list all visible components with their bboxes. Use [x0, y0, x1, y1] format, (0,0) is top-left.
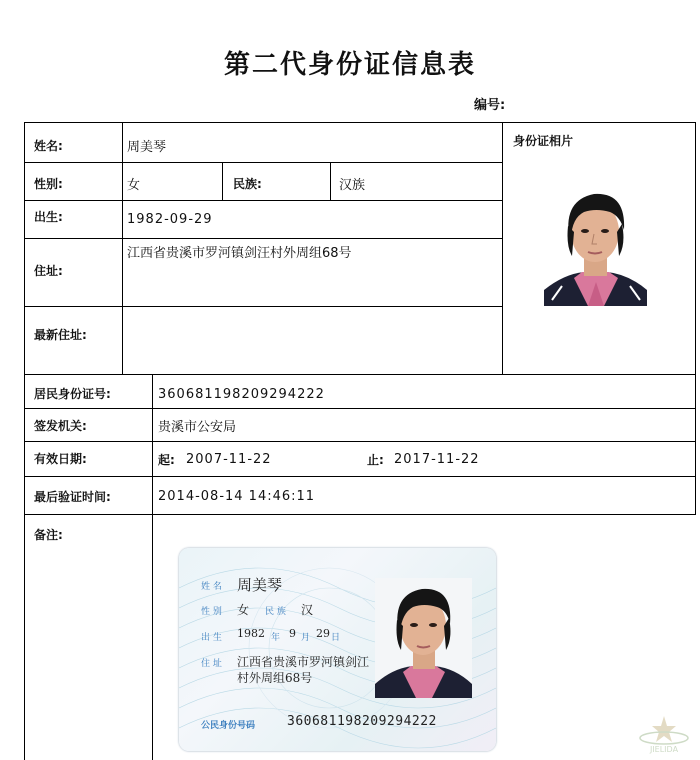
valid-from-value: 2007-11-22 — [186, 452, 272, 467]
card-day-unit: 日 — [331, 633, 341, 643]
name-value: 周美琴 — [127, 140, 167, 155]
address-value: 江西省贵溪市罗河镇剑汪村外周组68号 — [127, 246, 352, 261]
card-ethnicity-label: 民 族 — [265, 607, 286, 617]
card-birth-year: 1982 — [237, 627, 265, 640]
page-title: 第二代身份证信息表 — [223, 50, 476, 80]
id-number-label: 居民身份证号: — [34, 387, 111, 401]
card-year-unit: 年 — [271, 633, 281, 643]
birth-label: 出生: — [34, 210, 63, 224]
card-month-unit: 月 — [301, 633, 311, 643]
name-label: 姓名: — [34, 139, 63, 153]
ethnicity-label: 民族: — [233, 177, 262, 191]
card-id-label: 公民身份号码 — [201, 721, 256, 731]
ethnicity-value: 汉族 — [339, 178, 366, 193]
valid-to-label: 止: — [367, 453, 384, 467]
card-address-label: 住 址 — [201, 659, 222, 669]
card-address-line1: 江西省贵溪市罗河镇剑江 — [237, 655, 370, 669]
validity-label: 有效日期: — [34, 452, 87, 466]
remarks-label: 备注: — [34, 528, 63, 542]
card-gender-label: 性 别 — [201, 607, 222, 617]
serial-number-label: 编号: — [474, 98, 506, 113]
address-label: 住址: — [34, 264, 63, 278]
issuer-label: 签发机关: — [34, 419, 87, 433]
card-ethnicity-value: 汉 — [301, 603, 314, 617]
card-birth-day: 29 — [316, 627, 330, 640]
card-address-line2: 村外周组68号 — [237, 671, 313, 685]
issuer-value: 贵溪市公安局 — [158, 420, 237, 435]
card-gender-value: 女 — [237, 603, 250, 617]
watermark-logo — [636, 714, 692, 754]
card-name-label: 姓 名 — [201, 582, 222, 592]
gender-label: 性别: — [34, 177, 63, 191]
gender-value: 女 — [127, 178, 141, 193]
svg-text:JIELIDA: JIELIDA — [649, 745, 679, 754]
last-verify-label: 最后验证时间: — [34, 490, 111, 504]
id-card-image — [179, 548, 496, 751]
id-photo — [544, 182, 647, 306]
valid-from-label: 起: — [158, 453, 175, 467]
valid-to-value: 2017-11-22 — [394, 452, 480, 467]
card-id-value: 360681198209294222 — [287, 714, 437, 729]
last-verify-value: 2014-08-14 14:46:11 — [158, 489, 316, 504]
card-name-value: 周美琴 — [237, 576, 283, 594]
card-birth-month: 9 — [289, 627, 296, 640]
new-address-label: 最新住址: — [34, 328, 87, 342]
card-birth-label: 出 生 — [201, 633, 222, 643]
photo-label: 身份证相片 — [513, 134, 574, 148]
birth-value: 1982-09-29 — [127, 212, 213, 227]
card-photo — [375, 578, 472, 698]
id-number-value: 360681198209294222 — [158, 387, 325, 402]
